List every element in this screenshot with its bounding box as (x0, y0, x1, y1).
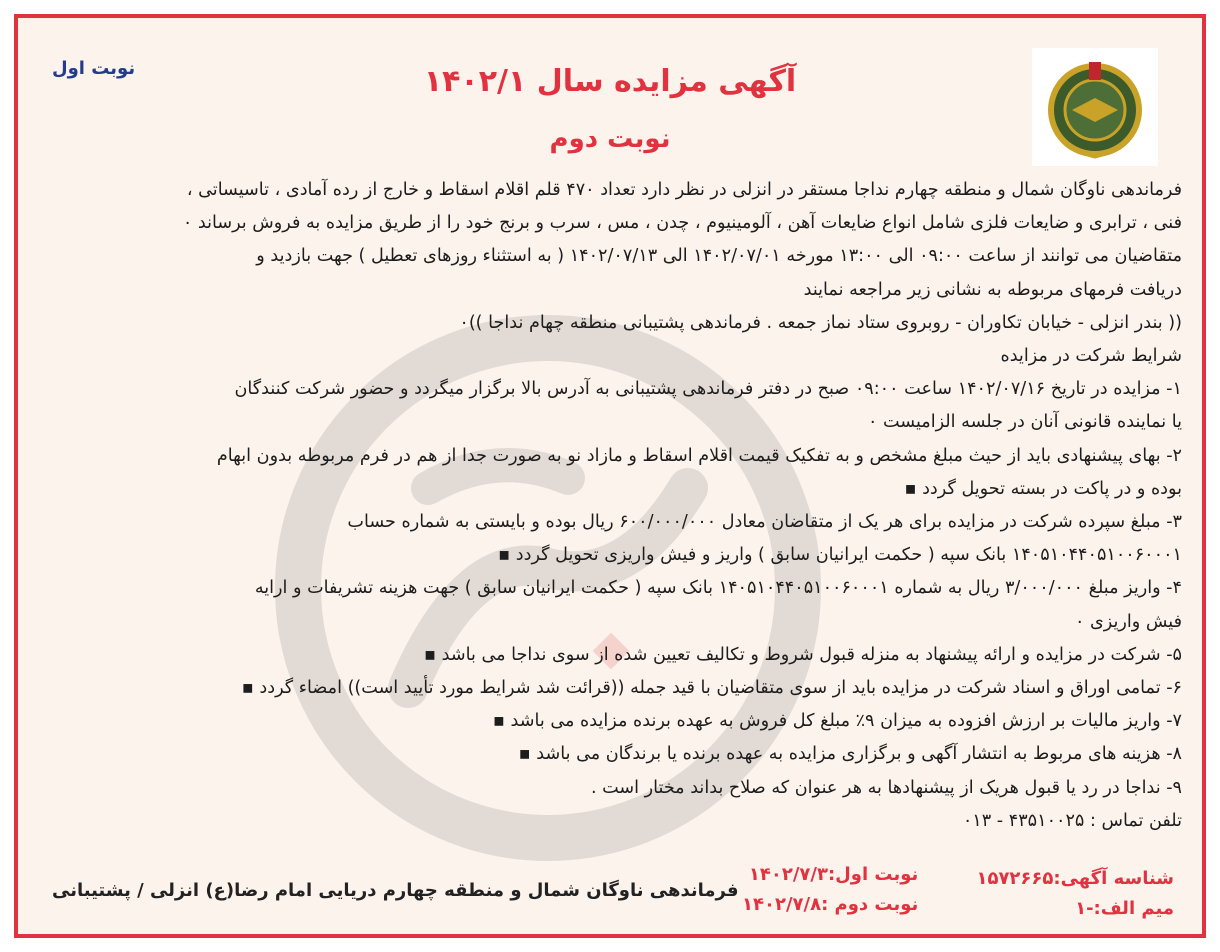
round1-date: نوبت اول:۱۴۰۲/۷/۳ (748, 864, 919, 885)
body-line: دریافت فرمهای مربوطه به نشانی زیر مراجعه نمایند (803, 279, 1182, 300)
round2-date: نوبت دوم :۱۴۰۲/۷/۸ (742, 894, 919, 915)
advertisement-frame (14, 14, 1206, 938)
condition-line: یا نماینده قانونی آنان در جلسه الزامیست ۰ (867, 412, 1182, 433)
condition-line: ۱- مزایده در تاریخ ۱۴۰۲/۰۷/۱۶ ساعت ۰۹:۰۰ صبح در دفتر فرماندهی پشتیبانی به آدرس بالا برگزار میگردد و حضور شرکت کنندگان (234, 379, 1182, 400)
footer-rounds (742, 860, 918, 920)
body-line: فرماندهی ناوگان شمال و منطقه چهارم نداجا مستقر در انزلی در نظر دارد تعداد ۴۷۰ قلم اقلام اسقاط و خارج از رده آمادی ، تاسیساتی ، (186, 180, 1182, 200)
footer-ids (976, 864, 1174, 924)
conditions-heading: شرایط شرکت در مزایده (1000, 346, 1182, 367)
condition-line: ۵- شرکت در مزایده و ارائه پیشنهاد به منزله قبول شروط و تکالیف تعیین شده از سوی نداجا می باشد ▪ (424, 644, 1182, 665)
footer-organization: فرماندهی ناوگان شمال و منطقه چهارم دریایی امام رضا(ع) انزلی / پشتیبانی (52, 880, 739, 901)
body-line: متقاضیان می توانند از ساعت ۰۹:۰۰ الی ۱۳:۰۰ مورخه ۱۴۰۲/۰۷/۰۱ الی ۱۴۰۲/۰۷/۱۳ ( به استثناء روزهای تعطیل ) جهت بازدید و (256, 246, 1182, 267)
condition-line: ۲- بهای پیشنهادی باید از حیث مبلغ مشخص و به تفکیک قیمت اقلام اسقاط و مازاد نو به صورت جدا از هم در فرم مربوطه بدون ابهام (216, 445, 1182, 466)
condition-line: ۷- واریز مالیات بر ارزش افزوده به میزان ۹٪ مبلغ کل فروش به عهده برنده مزایده می باشد ▪ (493, 711, 1182, 732)
ad-code: میم الف:-۱ (1075, 898, 1174, 919)
body-line: فنی ، ترابری و ضایعات فلزی شامل انواع ضایعات آهن ، آلومینیوم ، چدن ، مس ، سرب و برنج خود را از طریق مزایده به فروش برساند ۰ (182, 213, 1182, 234)
page-subtitle: نوبت دوم (549, 124, 671, 154)
condition-line: بوده و در پاکت در بسته تحویل گردد ▪ (904, 478, 1182, 499)
condition-line: فیش واریزی ۰ (1074, 611, 1182, 632)
condition-line: ۸- هزینه های مربوط به انتشار آگهی و برگزاری مزایده به عهده برنده یا برندگان می باشد ▪ (518, 744, 1182, 765)
ad-id: شناسه آگهی:۱۵۷۲۶۶۵ (976, 868, 1174, 889)
contact-phone: تلفن تماس : ۴۳۵۱۰۰۲۵ - ۰۱۳ (962, 810, 1182, 831)
address-line: (( بندر انزلی - خیابان تکاوران - روبروی ستاد نماز جمعه . فرماندهی پشتیبانی منطقه چهام نداجا ))۰ (459, 312, 1182, 333)
condition-line: ۱۴۰۵۱۰۴۴۰۵۱۰۰۶۰۰۰۱ بانک سپه ( حکمت ایرانیان سابق ) واریز و فیش واریزی تحویل گردد ▪ (498, 545, 1182, 566)
condition-line: ۳- مبلغ سپرده شرکت در مزایده برای هر یک از متقاضان معادل ۶۰۰/۰۰۰/۰۰۰ ریال بوده و بایستی به شماره حساب (347, 512, 1182, 533)
page-title: آگهی مزایده سال ۱۴۰۲/۱ (423, 64, 797, 99)
condition-line: ۹- نداجا در رد یا قبول هریک از پیشنهادها به هر عنوان که صلاح بداند مختار است . (590, 777, 1182, 798)
round-label: نوبت اول (52, 58, 136, 79)
condition-line: ۶- تمامی اوراق و اسناد شرکت در مزایده باید از سوی متقاضیان با قید جمله ((قرائت شد شرایط مورد تأیید است)) امضاء گردد ▪ (241, 678, 1182, 699)
condition-line: ۴- واریز مبلغ ۳/۰۰۰/۰۰۰ ریال به شماره ۱۴۰۵۱۰۴۴۰۵۱۰۰۶۰۰۰۱ بانک سپه ( حکمت ایرانیان سابق ) جهت هزینه تشریفات و ارایه (254, 578, 1182, 599)
announcement-body (36, 174, 1182, 838)
